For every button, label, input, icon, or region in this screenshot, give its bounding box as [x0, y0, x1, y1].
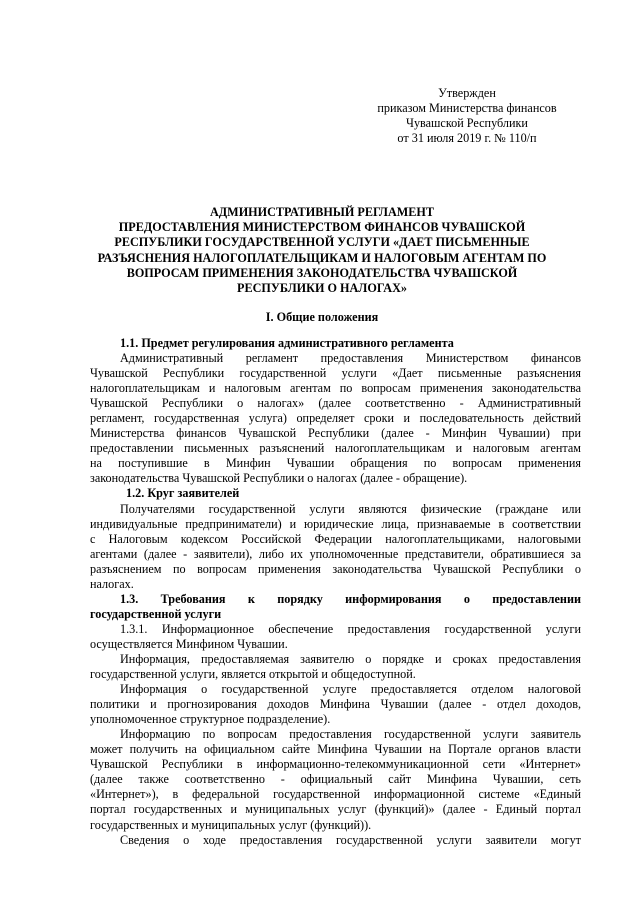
document-body [90, 336, 581, 848]
title-line: РАЗЪЯСНЕНИЯ НАЛОГОПЛАТЕЛЬЩИКАМ И НАЛОГОВЫМ АГЕНТАМ ПО [97, 250, 547, 265]
paragraph-line: Информация о государственной услуге предоставляется отделом налоговой [120, 682, 581, 697]
subsection-heading: 1.3. Требования к порядку информирования о предоставлении [120, 591, 581, 606]
approval-line: Чувашской Республики [406, 116, 528, 130]
paragraph-line: законодательства Чувашской Республики о налогах (далее - обращение). [90, 471, 468, 486]
title-line: РЕСПУБЛИКИ О НАЛОГАХ» [237, 281, 407, 296]
paragraph-line: Сведения о ходе предоставления государственной услуги заявители могут [120, 832, 581, 847]
paragraph-line: (далее также соответственно - официальный сайт Минфина Чувашии, сеть [90, 772, 581, 787]
paragraph-line: индивидуальные предприниматели) и юридические лица, признаваемые в соответствии [90, 516, 581, 531]
section-title: I. Общие положения [265, 310, 379, 324]
title-line: ПРЕДОСТАВЛЕНИЯ МИНИСТЕРСТВОМ ФИНАНСОВ ЧУВАШСКОЙ [118, 220, 526, 235]
paragraph-line: может получить на официальном сайте Минфина Чувашии на Портале органов власти [90, 742, 581, 757]
paragraph-line: предоставлении письменных разъяснений налогоплательщикам и налоговым агентам [90, 441, 581, 456]
paragraph-line: Информацию по вопросам предоставления государственной услуги заявитель [120, 727, 581, 742]
paragraph-line: на поступившие в Минфин Чувашии обращения по вопросам применения [90, 456, 581, 471]
paragraph-line: государственных и муниципальных услуг (функций)). [90, 817, 372, 832]
approval-block [352, 86, 582, 146]
paragraph-line: Министерства финансов Чувашской Республики (далее - Минфин Чувашии) при [90, 426, 581, 441]
title-line: АДМИНИСТРАТИВНЫЙ РЕГЛАМЕНТ [210, 205, 434, 219]
paragraph-line: осуществляется Минфином Чувашии. [90, 636, 288, 651]
paragraph-line: с Налоговым кодексом Российской Федерации налогоплательщиками, налоговыми [90, 531, 581, 546]
approval-line: приказом Министерства финансов [377, 101, 557, 115]
title-line: РЕСПУБЛИКИ ГОСУДАРСТВЕННОЙ УСЛУГИ «ДАЕТ ПИСЬМЕННЫЕ [114, 235, 530, 250]
title-line: ВОПРОСАМ ПРИМЕНЕНИЯ ЗАКОНОДАТЕЛЬСТВА ЧУВАШСКОЙ [126, 265, 518, 280]
paragraph-line: «Интернет»), в федеральной государственной информационной системе «Единый [90, 787, 581, 802]
paragraph-line: Чувашской Республики государственной услуги «Дает письменные разъяснения [90, 366, 581, 381]
approval-line: от 31 июля 2019 г. № 110/п [397, 131, 537, 145]
approval-line: Утвержден [438, 86, 496, 100]
subsection-heading: государственной услуги [90, 606, 222, 621]
paragraph-line: Чувашской Республики о налогах» (далее соответственно - Административный [90, 396, 581, 411]
subsection-heading: 1.2. Круг заявителей [126, 486, 240, 501]
paragraph-line: 1.3.1. Информационное обеспечение предоставления государственной услуги [120, 621, 581, 636]
document-title [82, 205, 562, 296]
paragraph-line: Чувашской Республики в информационно-телекоммуникационной сети «Интернет» [90, 757, 581, 772]
paragraph-line: государственной услуги, является открытой и общедоступной. [90, 667, 416, 682]
paragraph-line: регламент, государственная услуга) определяет сроки и последовательность действий [90, 411, 581, 426]
paragraph-line: политики и прогнозирования доходов Минфина Чувашии (далее - отдел доходов, [90, 697, 581, 712]
paragraph-line: Получателями государственной услуги являются физические (граждане или [120, 501, 581, 516]
paragraph-line: Информация, предоставляемая заявителю о порядке и сроках предоставления [120, 651, 581, 666]
paragraph-line: разъяснением по вопросам применения законодательства Чувашской Республики о [90, 561, 581, 576]
paragraph-line: агентами (далее - заявители), либо их уполномоченные представители, обратившиеся за [90, 546, 581, 561]
paragraph-line: налогах. [90, 576, 134, 591]
paragraph-line: Административный регламент предоставления Министерством финансов [120, 351, 581, 366]
paragraph-line: уполномоченное структурное подразделение). [90, 712, 331, 727]
paragraph-line: налогоплательщикам и налоговым агентам по вопросам применения законодательства [90, 381, 581, 396]
subsection-heading: 1.1. Предмет регулирования административного регламента [120, 336, 454, 350]
paragraph-line: портал государственных и муниципальных услуг (функций)» (далее - Единый портал [90, 802, 581, 817]
